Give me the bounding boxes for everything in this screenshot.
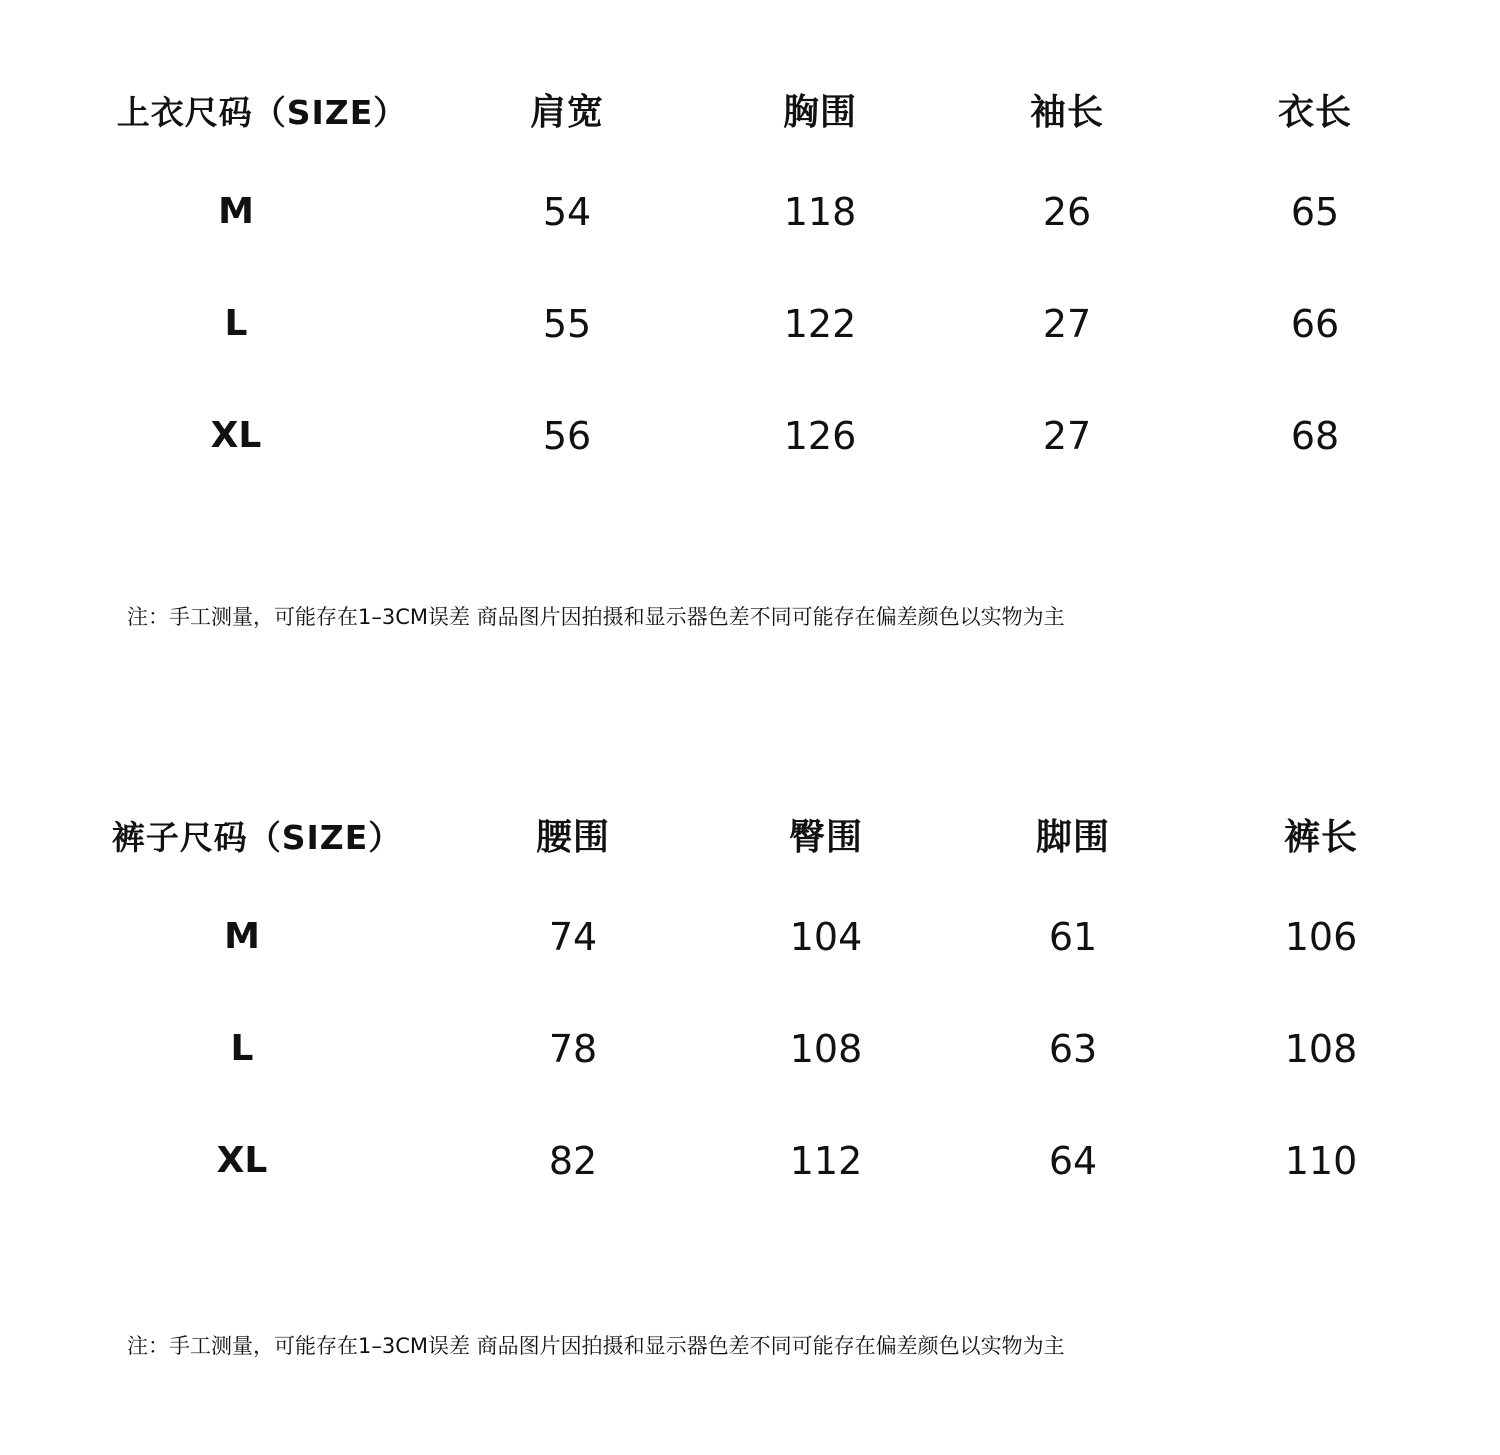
table-cell: 110	[1284, 1139, 1358, 1183]
table-cell: 63	[1048, 1027, 1098, 1071]
header-chest: 胸围	[782, 92, 858, 133]
table-cell: 64	[1048, 1139, 1098, 1183]
table-cell: 54	[542, 190, 592, 234]
pants-size-table	[0, 795, 1500, 1217]
size-label: M	[224, 916, 260, 957]
pants-header-row	[0, 795, 1500, 881]
table-cell: 26	[1042, 190, 1092, 234]
table-cell: 61	[1048, 915, 1098, 959]
table-cell: 65	[1290, 190, 1340, 234]
header-sleeve-length: 袖长	[1029, 92, 1105, 133]
size-label: XL	[210, 415, 262, 456]
table-cell: 108	[1284, 1027, 1358, 1071]
table-cell: 106	[1284, 915, 1358, 959]
table-cell: 78	[548, 1027, 598, 1071]
table-cell: 118	[783, 190, 857, 234]
top-measurement-note: 注：手工测量，可能存在1–3CM误差 商品图片因拍摄和显示器色差不同可能存在偏差颜色以实物为主	[127, 605, 1065, 629]
pants-table-title: 裤子尺码（SIZE）	[111, 818, 403, 857]
header-hip: 臀围	[788, 817, 864, 858]
top-size-table	[0, 70, 1500, 492]
size-label: L	[224, 303, 248, 344]
header-waist: 腰围	[535, 817, 611, 858]
table-cell: 66	[1290, 302, 1340, 346]
table-cell: 27	[1042, 302, 1092, 346]
table-cell: 56	[542, 414, 592, 458]
pants-measurement-note: 注：手工测量，可能存在1–3CM误差 商品图片因拍摄和显示器色差不同可能存在偏差颜色以实物为主	[127, 1334, 1065, 1358]
table-cell: 126	[783, 414, 857, 458]
table-row	[0, 1105, 1500, 1217]
table-cell: 112	[789, 1139, 863, 1183]
table-cell: 82	[548, 1139, 598, 1183]
size-label: L	[230, 1028, 254, 1069]
table-cell: 55	[542, 302, 592, 346]
top-header-row	[0, 70, 1500, 156]
size-label: M	[218, 191, 254, 232]
table-row	[0, 993, 1500, 1105]
size-label: XL	[216, 1140, 268, 1181]
table-row	[0, 881, 1500, 993]
table-cell: 108	[789, 1027, 863, 1071]
header-pants-length: 裤长	[1283, 817, 1359, 858]
header-top-length: 衣长	[1277, 92, 1353, 133]
table-row	[0, 268, 1500, 380]
table-row	[0, 380, 1500, 492]
table-row	[0, 156, 1500, 268]
table-cell: 27	[1042, 414, 1092, 458]
table-cell: 104	[789, 915, 863, 959]
table-cell: 68	[1290, 414, 1340, 458]
table-cell: 122	[783, 302, 857, 346]
top-table-title: 上衣尺码（SIZE）	[116, 93, 408, 132]
header-shoulder-width: 肩宽	[529, 92, 605, 133]
table-cell: 74	[548, 915, 598, 959]
header-leg-opening: 脚围	[1035, 817, 1111, 858]
